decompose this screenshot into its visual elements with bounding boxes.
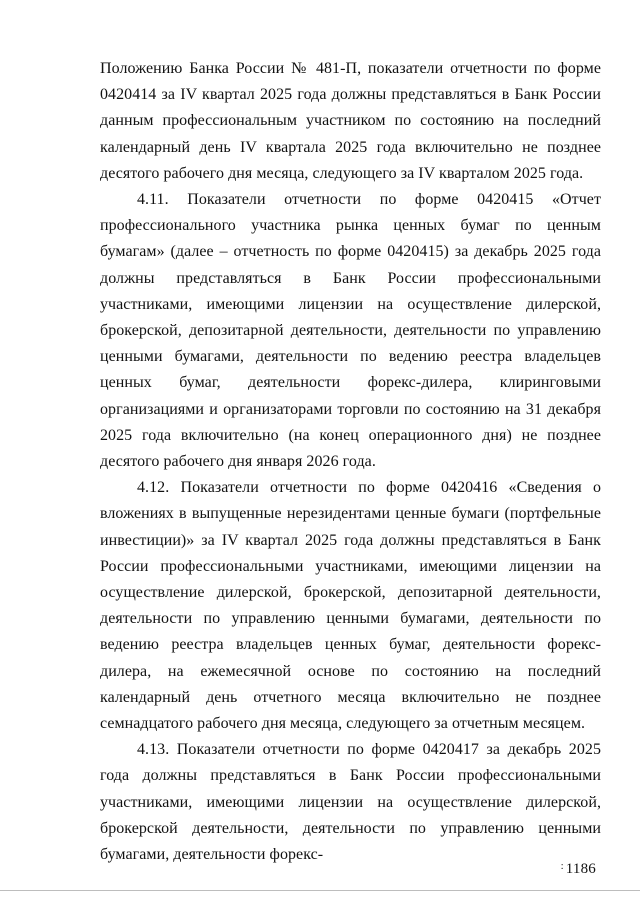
paragraph-4-13: 4.13. Показатели отчетности по форме 0420417 за декабрь 2025 года должны представляться в Банк России профессиональными участниками, имеющими лицензии на осуществление дилерской, брокерской деятельности, деятельности по управлению ценными бумагами, деятельности форекс- bbox=[100, 741, 601, 864]
page-number-value: 1186 bbox=[565, 861, 596, 877]
page-number bbox=[561, 858, 596, 878]
page-number-mark: : bbox=[560, 861, 564, 872]
paragraph-4-12: 4.12. Показатели отчетности по форме 0420416 «Сведения о вложениях в выпущенные нерезидентами ценные бумаги (портфельные инвестиции)» за IV квартал 2025 года должны представляться в Банк России профессиональными участниками, имеющими лицензии на осуществление дилерской, брокерской, депозитарной деятельности, деятельности по управлению ценными бумагами, деятельности по ведению реестра владельцев ценных бумаг, деятельности форекс-дилера, на ежемесячной основе по состоянию на последний календарный день отчетного месяца включительно не позднее семнадцатого рабочего дня месяца, следующего за отчетным месяцем. bbox=[100, 479, 601, 733]
paragraph-continuation: Положению Банка России № 481-П, показатели отчетности по форме 0420414 за IV квартал 2025 года должны представляться в Банк России данным профессиональным участником по состоянию на последний календарный день IV квартала 2025 года включительно не позднее десятого рабочего дня месяца, следующего за IV кварталом 2025 года. bbox=[100, 60, 601, 182]
paragraph-4-11: 4.11. Показатели отчетности по форме 0420415 «Отчет профессионального участника рынка ценных бумаг по ценным бумагам» (далее – отчетность по форме 0420415) за декабрь 2025 года должны представляться в Банк России профессиональными участниками, имеющими лицензии на осуществление дилерской, брокерской, депозитарной деятельности, деятельности по управлению ценными бумагами, деятельности по ведению реестра владельцев ценных бумаг, деятельности форекс-дилера, клиринговыми организациями и организаторами торговли по состоянию на 31 декабря 2025 года включительно (на конец операционного дня) не позднее десятого рабочего дня января 2026 года. bbox=[100, 191, 601, 471]
document-body bbox=[100, 56, 601, 868]
page-bottom-divider bbox=[0, 890, 640, 891]
